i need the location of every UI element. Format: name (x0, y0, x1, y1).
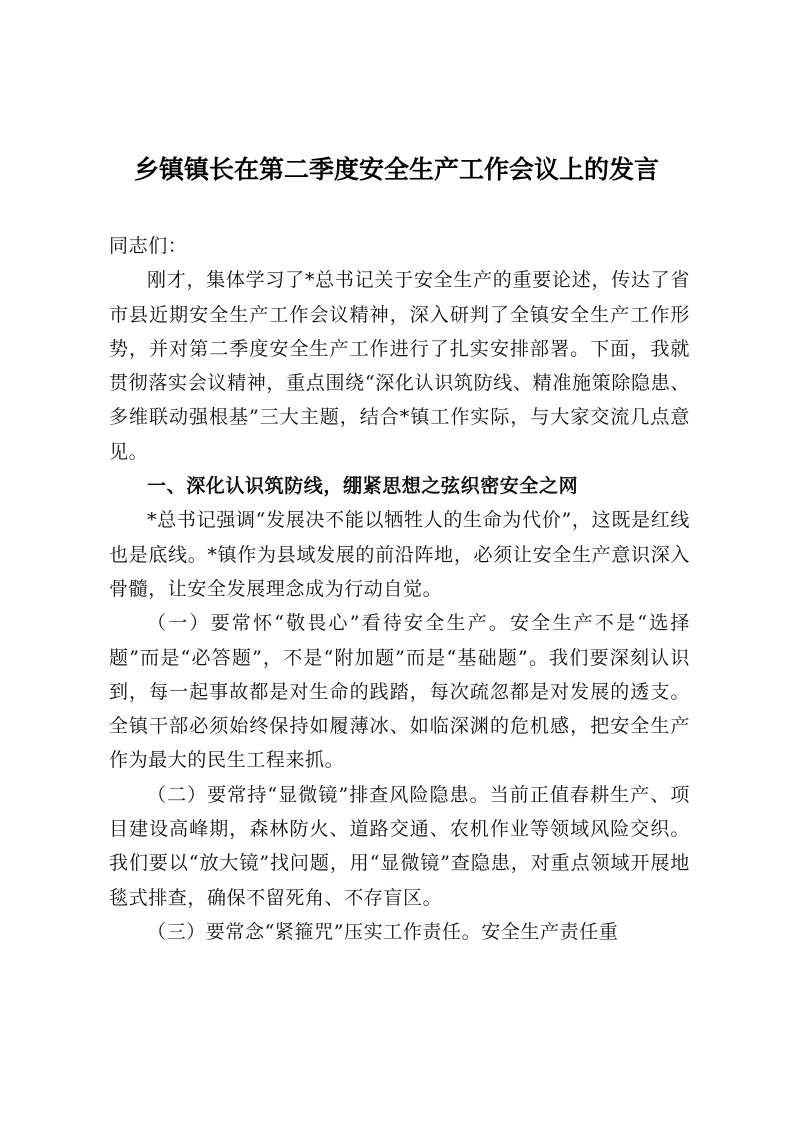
paragraph-point-2: （二）要常持“显微镜”排查风险隐患。当前正值春耕生产、项目建设高峰期，森林防火、道路交通、农机作业等领域风险交织。我们要以“放大镜”找问题，用“显微镜”查隐患，对重点领域开展地毯式排查，确保不留死角、不存盲区。 (109, 783, 690, 909)
document-body (109, 229, 690, 949)
salutation: 同志们： (109, 235, 188, 257)
paragraph-section-1: *总书记强调“发展决不能以牺牲人的生命为代价”，这既是红线也是底线。*镇作为县域发展的前沿阵地，必须让安全生产意识深入骨髓，让安全发展理念成为行动自觉。 (109, 509, 690, 600)
paragraph-point-1: （一）要常怀“敬畏心”看待安全生产。安全生产不是“选择题”而是“必答题”，不是“附加题”而是“基础题”。我们要深刻认识到，每一起事故都是对生命的践踏，每次疏忽都是对发展的透支。全镇干部必须始终保持如履薄冰、如临深渊的危机感，把安全生产作为最大的民生工程来抓。 (109, 612, 690, 772)
paragraph-point-3: （三）要常念“紧箍咒”压实工作责任。安全生产责任重 (147, 920, 619, 943)
paragraph-intro: 刚才，集体学习了*总书记关于安全生产的重要论述，传达了省市县近期安全生产工作会议精神，深入研判了全镇安全生产工作形势，并对第二季度安全生产工作进行了扎实安排部署。下面，我就贯彻落实会议精神，重点围绕“深化认识筑防线、精准施策除隐患、多维联动强根基”三大主题，结合*镇工作实际，与大家交流几点意见。 (109, 269, 690, 463)
document-title: 乡镇镇长在第二季度安全生产工作会议上的发言 (133, 155, 659, 184)
section-heading-1: 一、深化认识筑防线，绷紧思想之弦织密安全之网 (147, 475, 579, 498)
